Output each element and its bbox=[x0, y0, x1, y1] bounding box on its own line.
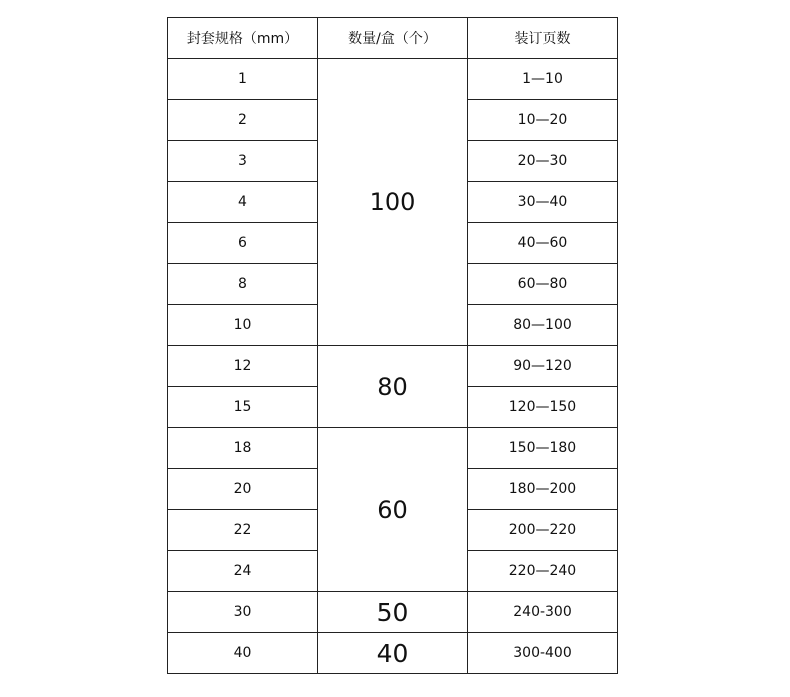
header-quantity: 数量/盒（个） bbox=[318, 18, 468, 59]
spec-cell: 20 bbox=[168, 469, 318, 510]
table-row bbox=[168, 346, 618, 387]
table-row bbox=[168, 428, 618, 469]
pages-cell: 180—200 bbox=[468, 469, 618, 510]
pages-cell: 60—80 bbox=[468, 264, 618, 305]
header-row bbox=[168, 18, 618, 59]
spec-cell: 18 bbox=[168, 428, 318, 469]
header-spec: 封套规格（mm） bbox=[168, 18, 318, 59]
pages-cell: 300-400 bbox=[468, 633, 618, 674]
spec-cell: 2 bbox=[168, 100, 318, 141]
spec-cell: 40 bbox=[168, 633, 318, 674]
spec-cell: 8 bbox=[168, 264, 318, 305]
table-row bbox=[168, 592, 618, 633]
header-pages: 装订页数 bbox=[468, 18, 618, 59]
quantity-cell: 100 bbox=[318, 59, 468, 346]
quantity-cell: 40 bbox=[318, 633, 468, 674]
quantity-cell: 80 bbox=[318, 346, 468, 428]
pages-cell: 120—150 bbox=[468, 387, 618, 428]
spec-cell: 10 bbox=[168, 305, 318, 346]
pages-cell: 220—240 bbox=[468, 551, 618, 592]
quantity-cell: 60 bbox=[318, 428, 468, 592]
pages-cell: 240-300 bbox=[468, 592, 618, 633]
spec-cell: 22 bbox=[168, 510, 318, 551]
pages-cell: 1—10 bbox=[468, 59, 618, 100]
pages-cell: 150—180 bbox=[468, 428, 618, 469]
spec-table bbox=[167, 17, 618, 674]
pages-cell: 40—60 bbox=[468, 223, 618, 264]
pages-cell: 80—100 bbox=[468, 305, 618, 346]
quantity-cell: 50 bbox=[318, 592, 468, 633]
pages-cell: 90—120 bbox=[468, 346, 618, 387]
table-row bbox=[168, 59, 618, 100]
spec-cell: 4 bbox=[168, 182, 318, 223]
pages-cell: 30—40 bbox=[468, 182, 618, 223]
spec-cell: 15 bbox=[168, 387, 318, 428]
spec-cell: 30 bbox=[168, 592, 318, 633]
pages-cell: 20—30 bbox=[468, 141, 618, 182]
spec-cell: 6 bbox=[168, 223, 318, 264]
spec-cell: 3 bbox=[168, 141, 318, 182]
pages-cell: 10—20 bbox=[468, 100, 618, 141]
spec-cell: 12 bbox=[168, 346, 318, 387]
spec-cell: 24 bbox=[168, 551, 318, 592]
table-row bbox=[168, 633, 618, 674]
pages-cell: 200—220 bbox=[468, 510, 618, 551]
spec-cell: 1 bbox=[168, 59, 318, 100]
